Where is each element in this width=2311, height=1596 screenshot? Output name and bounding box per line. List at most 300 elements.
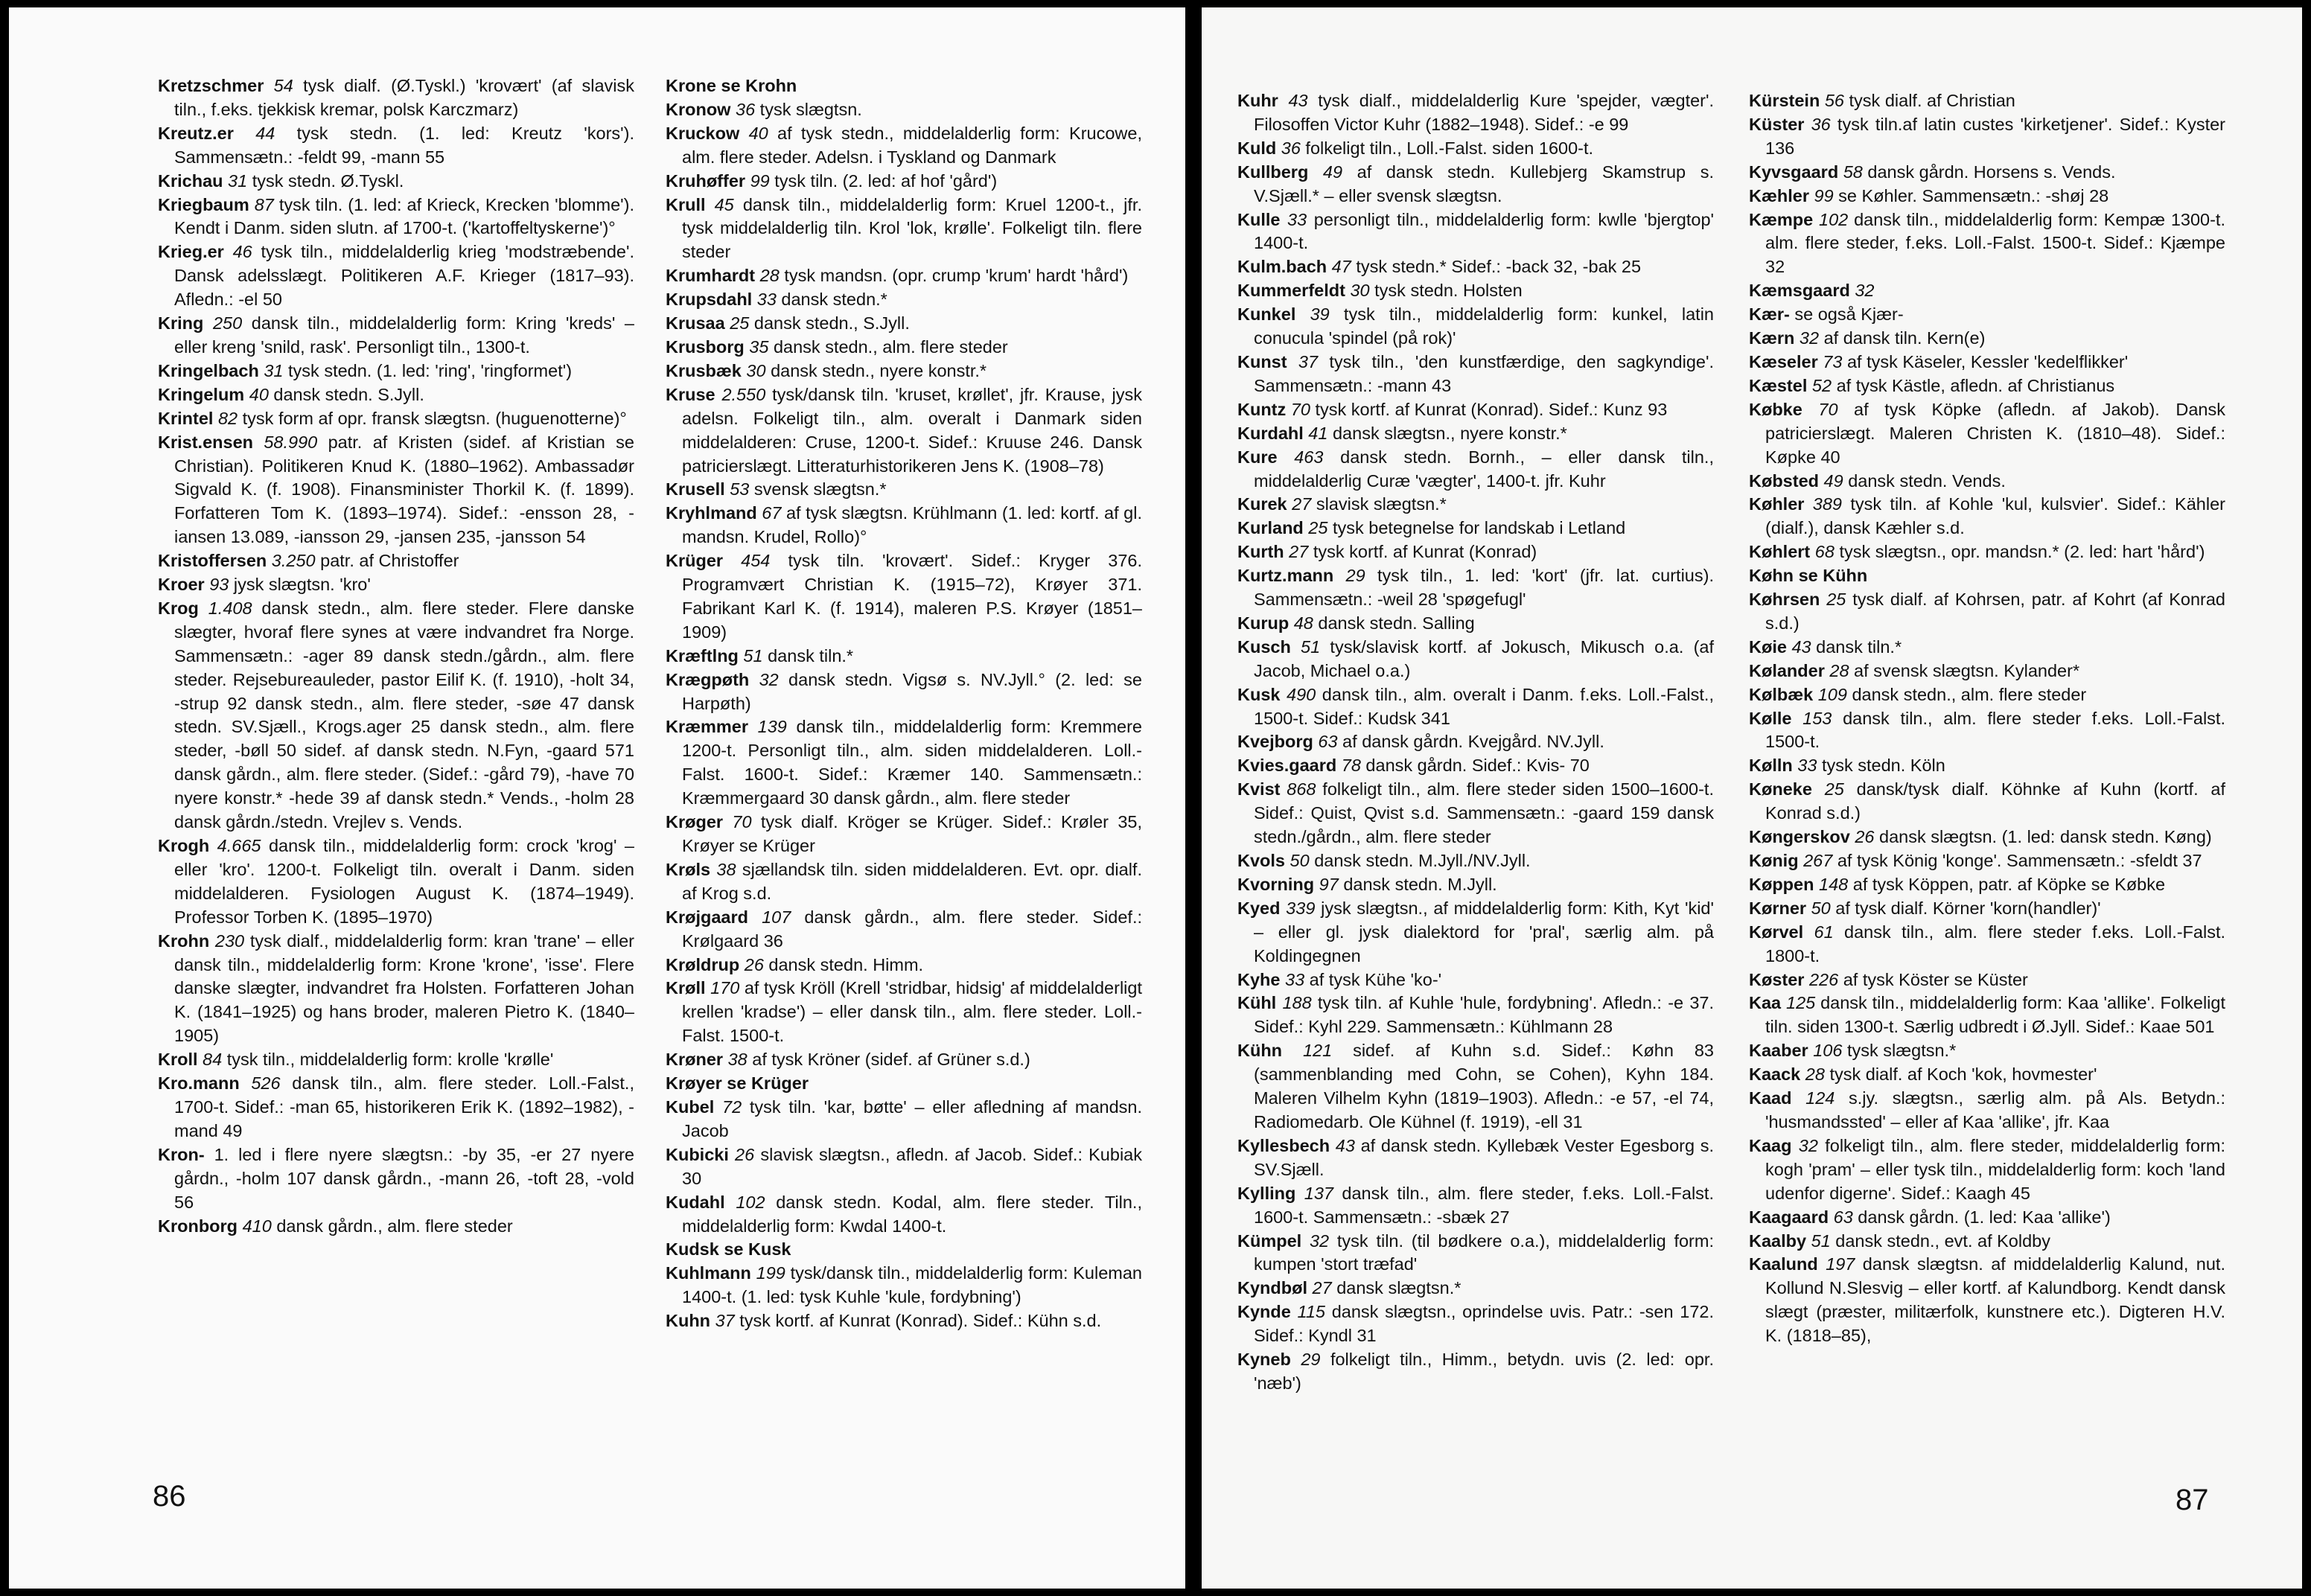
entry-count: 51 xyxy=(738,645,763,665)
entry-headword: Krøger xyxy=(666,812,724,832)
entry-count: 33 xyxy=(1792,756,1817,776)
entry-headword: Kørvel xyxy=(1749,922,1804,942)
entry-definition: se Køhler. Sammensætn.: -shøj 28 xyxy=(1833,185,2109,205)
dictionary-entry xyxy=(1749,921,2225,968)
entry-headword: Kurup xyxy=(1237,613,1290,633)
dictionary-entry xyxy=(1749,849,2225,873)
entry-headword: Krichau xyxy=(158,170,223,191)
left-page-column-1 xyxy=(158,74,634,1238)
entry-headword: Kulle xyxy=(1237,209,1281,229)
entry-definition: jysk slægtsn. 'kro' xyxy=(229,575,371,595)
entry-headword: Kriegbaum xyxy=(158,194,249,214)
entry-definition: tysk stedn. Holsten xyxy=(1369,281,1523,301)
entry-headword: Kræftlng xyxy=(666,645,739,665)
entry-definition: folkeligt tiln., Himm., betydn. uvis (2. led: opr. 'næb') xyxy=(1254,1350,1714,1393)
dictionary-entry xyxy=(158,194,634,241)
entry-headword: Kyllesbech xyxy=(1237,1135,1330,1155)
dictionary-entry xyxy=(1749,564,2225,588)
entry-definition: tysk kortf. af Kunrat (Konrad). Sidef.: Kühn s.d. xyxy=(734,1311,1102,1331)
entry-headword: Kæseler xyxy=(1749,351,1818,371)
entry-definition: af dansk gårdn. Kvejgård. NV.Jyll. xyxy=(1337,732,1604,752)
entry-definition: tysk dialf. (Ø.Tyskl.) 'krovært' (af slavisk tiln., f.eks. tjekkisk kremar, polsk Karczmarz) xyxy=(174,76,635,119)
dictionary-entry xyxy=(1237,778,1714,849)
entry-count: 68 xyxy=(1810,542,1835,562)
entry-headword: Kyndbøl xyxy=(1237,1278,1307,1298)
entry-headword: Kroll xyxy=(158,1050,198,1070)
entry-headword: Kaack xyxy=(1749,1064,1801,1085)
entry-headword: Kvols xyxy=(1237,851,1285,870)
dictionary-entry xyxy=(666,549,1142,645)
entry-definition: dansk stedn. Vends. xyxy=(1843,470,2006,491)
entry-count: 33 xyxy=(1280,969,1305,989)
entry-definition: dansk stedn., alm. flere steder xyxy=(1846,684,2087,704)
entry-count: 153 xyxy=(1791,708,1832,728)
entry-headword: Kølander xyxy=(1749,660,1825,680)
entry-count: 63 xyxy=(1829,1207,1853,1227)
entry-count: 36 xyxy=(1276,138,1301,158)
entry-definition: af tysk Köster se Küster xyxy=(1838,969,2028,989)
entry-headword: Kudsk se Kusk xyxy=(666,1239,791,1260)
entry-headword: Kulm.bach xyxy=(1237,257,1327,277)
entry-headword: Kræmmer xyxy=(666,717,749,737)
entry-count: 868 xyxy=(1280,779,1316,799)
dictionary-entry xyxy=(158,1143,634,1215)
entry-count: 188 xyxy=(1276,993,1312,1013)
entry-definition: af tysk Kröll (Krell 'stridbar, hidsig' af middelalderligt krellen 'kradse') – eller dansk tiln., alm. flere steder. Loll.-Falst. 1500-t. xyxy=(682,978,1142,1046)
entry-definition: dansk tiln., alm. overalt i Danm. f.eks. Loll.-Falst., 1500-t. Sidef.: Kudsk 341 xyxy=(1254,684,1714,728)
entry-definition: af tysk Kröner (sidef. af Grüner s.d.) xyxy=(747,1050,1030,1070)
entry-count: 29 xyxy=(1290,1350,1321,1370)
entry-count: 28 xyxy=(755,266,780,286)
entry-definition: tysk slægtsn., opr. mandsn.* (2. led: hart 'hård') xyxy=(1834,542,2205,562)
entry-headword: Kylling xyxy=(1237,1183,1296,1203)
dictionary-entry xyxy=(158,834,634,930)
entry-definition: dansk gårdn. Sidef.: Kvis- 70 xyxy=(1360,756,1590,776)
entry-definition: tysk dialf., middelalderlig Kure 'spejder, vægter'. Filosoffen Victor Kuhr (1882–1948). Sidef.: -e 99 xyxy=(1254,91,1715,134)
entry-definition: dansk gårdn., alm. flere steder xyxy=(271,1216,513,1236)
dictionary-entry xyxy=(666,98,1142,122)
entry-definition: tysk kortf. af Kunrat (Konrad). Sidef.: Kunz 93 xyxy=(1310,399,1668,419)
entry-count: 109 xyxy=(1813,684,1847,704)
entry-count: 48 xyxy=(1289,613,1313,633)
entry-definition: dansk stedn., evt. af Koldby xyxy=(1830,1230,2050,1251)
entry-count: 70 xyxy=(1802,399,1838,419)
entry-count: 52 xyxy=(1807,375,1832,395)
entry-headword: Krøldrup xyxy=(666,954,740,974)
entry-count: 27 xyxy=(1287,494,1312,514)
page-number: 87 xyxy=(2175,1484,2209,1516)
dictionary-entry xyxy=(1237,564,1714,612)
dictionary-entry xyxy=(1237,446,1714,494)
entry-count: 137 xyxy=(1295,1183,1333,1203)
entry-count: 4.665 xyxy=(209,836,261,855)
dictionary-entry xyxy=(158,360,634,383)
dictionary-entry xyxy=(158,930,634,1049)
entry-headword: Kørner xyxy=(1749,898,1807,918)
dictionary-entry xyxy=(158,74,634,122)
entry-count: 2.550 xyxy=(715,384,766,404)
entry-count: 47 xyxy=(1327,257,1351,277)
entry-count: 99 xyxy=(745,170,770,191)
entry-count: 36 xyxy=(730,99,756,119)
entry-headword: Kretzschmer xyxy=(158,76,264,95)
entry-definition: dansk tiln., alm. flere steder. Loll.-Falst., 1700-t. Sidef.: -man 65, historikeren Erik K. (1892–1982), -mand 49 xyxy=(174,1073,634,1140)
entry-count: 84 xyxy=(197,1050,223,1070)
entry-definition: af dansk tiln. Kern(e) xyxy=(1819,328,1986,348)
entry-definition: dansk tiln., middelalderlig form: Kempæ 1300-t. alm. flere steder, f.eks. Loll.-Falst. 1500-t. Sidef.: Kjæmpe 32 xyxy=(1765,209,2225,277)
entry-headword: Krøjgaard xyxy=(666,907,748,927)
entry-definition: tysk tiln., 'den kunstfærdige, den sagkyndige'. Sammensætn.: -mann 43 xyxy=(1254,351,1714,395)
entry-count: 250 xyxy=(203,313,243,333)
entry-headword: Kurland xyxy=(1237,518,1304,538)
entry-headword: Krog xyxy=(158,598,199,618)
dictionary-entry xyxy=(1237,540,1714,564)
dictionary-entry xyxy=(1237,897,1714,968)
entry-definition: folkeligt tiln., Loll.-Falst. siden 1600-t. xyxy=(1300,138,1594,158)
entry-headword: Kure xyxy=(1237,447,1278,467)
entry-definition: dansk tiln., middelalderlig form: Kruel 1200-t., jfr. tysk middelalderlig tiln. Krol 'lok, krølle'. Folkeligt tiln. flere steder xyxy=(682,194,1142,262)
dictionary-entry xyxy=(666,170,1142,194)
entry-definition: tysk form af opr. fransk slægtsn. (huguenotterne)° xyxy=(238,408,627,428)
entry-headword: Kringelbach xyxy=(158,360,259,380)
entry-definition: dansk stedn. Kodal, alm. flere steder. Tiln., middelalderlig form: Kwdal 1400-t. xyxy=(682,1192,1142,1236)
entry-definition: dansk tiln., middelalderlig form: Kring 'kreds' – eller kreng 'snild, rask'. Personligt tiln., 1300-t. xyxy=(174,313,634,357)
entry-definition: tysk mandsn. (opr. crump 'krum' hardt 'hård') xyxy=(779,266,1129,286)
entry-headword: Krumhardt xyxy=(666,266,756,286)
dictionary-entry xyxy=(666,954,1142,977)
entry-headword: Küster xyxy=(1749,114,1805,134)
dictionary-entry xyxy=(1237,849,1714,873)
dictionary-entry xyxy=(1237,517,1714,540)
entry-headword: Kroer xyxy=(158,575,205,595)
entry-count: 63 xyxy=(1313,732,1338,752)
dictionary-entry xyxy=(666,478,1142,502)
entry-count: 50 xyxy=(1806,898,1831,918)
entry-count: 106 xyxy=(1808,1041,1843,1061)
entry-definition: af svensk slægtsn. Kylander* xyxy=(1849,660,2080,680)
entry-count: 61 xyxy=(1803,922,1834,942)
entry-definition: tysk tiln., middelalderlig krieg 'modstræbende'. Dansk adelsslægt. Politikeren A.F. Krieger (1817–93). Afledn.: -el 50 xyxy=(174,242,634,310)
entry-count: 87 xyxy=(249,194,274,214)
entry-headword: Kyvsgaard xyxy=(1749,162,1839,182)
dictionary-entry xyxy=(1237,683,1714,731)
entry-count: 38 xyxy=(710,859,736,879)
entry-definition: folkeligt tiln., alm. flere steder, middelalderlig form: kogh 'pram' – eller tysk tiln., middelalderlig form: koch 'land udenfor digerne'. Sidef.: Kaagh 45 xyxy=(1765,1135,2225,1203)
dictionary-entry xyxy=(1237,279,1714,303)
entry-count: 463 xyxy=(1277,447,1324,467)
entry-count: 31 xyxy=(258,360,284,380)
entry-count: 25 xyxy=(1811,779,1844,799)
entry-definition: folkeligt tiln., alm. flere steder siden 1500–1600-t. Sidef.: Quist, Qvist s.d. Sammensætn.: -gaard 159 dansk stedn./gårdn., alm. flere steder xyxy=(1254,779,1714,847)
entry-definition: dansk tiln., alm. flere steder, f.eks. Loll.-Falst. 1600-t. Sammensætn.: -sbæk 27 xyxy=(1254,1183,1714,1227)
dictionary-entry xyxy=(1237,730,1714,754)
entry-headword: Krist.ensen xyxy=(158,432,253,452)
entry-headword: Kummerfeldt xyxy=(1237,281,1345,301)
dictionary-entry xyxy=(1237,351,1714,398)
entry-headword: Kullberg xyxy=(1237,162,1309,182)
entry-definition: af tysk slægtsn. Krühlmann (1. led: kortf. af gl. mandsn. Krudel, Rollo)° xyxy=(682,503,1142,547)
entry-definition: af tysk König 'konge'. Sammensætn.: -sfeldt 37 xyxy=(1832,851,2202,870)
entry-definition: personligt tiln., middelalderlig form: kwlle 'bjergtop' 1400-t. xyxy=(1254,209,1715,253)
entry-headword: Kreutz.er xyxy=(158,123,234,143)
entry-headword: Krohn xyxy=(158,931,210,951)
entry-count: 3.250 xyxy=(267,551,316,571)
entry-headword: Kubel xyxy=(666,1097,715,1117)
entry-definition: tysk tiln. 'kar, bøtte' – eller afledning af mandsn. Jacob xyxy=(682,1097,1143,1140)
entry-count: 26 xyxy=(1849,827,1875,847)
entry-count: 37 xyxy=(1287,351,1319,371)
entry-definition: tysk slægtsn. xyxy=(755,99,862,119)
entry-definition: dansk slægtsn. af middelalderlig Kalund, nut. Kollund N.Slesvig – eller kortf. af Kalundborg. Kendt dansk slægt (præster, militærfolk, kunstnere etc.). Digteren H.V. K. (1818–85), xyxy=(1765,1254,2225,1346)
dictionary-entry xyxy=(1749,540,2225,564)
entry-count: 26 xyxy=(739,954,764,974)
entry-count: 102 xyxy=(724,1192,765,1212)
entry-headword: Kaalby xyxy=(1749,1230,1807,1251)
entry-count: 32 xyxy=(1794,328,1820,348)
entry-definition: dansk tiln., middelalderlig form: Kremmere 1200-t. Personligt tiln., alm. siden middelalderen. Loll.-Falst. 1600-t. Sidef.: Kræmer 140. Sammensætn.: Kræmmergaard 30 dansk gårdn., alm. flere steder xyxy=(682,717,1142,808)
entry-definition: tysk betegnelse for landskab i Letland xyxy=(1327,518,1626,538)
entry-headword: Kvist xyxy=(1237,779,1281,799)
entry-count: 27 xyxy=(1307,1278,1332,1298)
entry-definition: dansk slægtsn. (1. led: dansk stedn. Køng) xyxy=(1874,827,2212,847)
entry-count: 51 xyxy=(1290,636,1321,657)
entry-definition: tysk tiln., middelalderlig form: kunkel, latin conucula 'spindel (på rok)' xyxy=(1254,304,1714,348)
entry-headword: Krogh xyxy=(158,836,210,855)
dictionary-entry xyxy=(666,715,1142,811)
dictionary-entry xyxy=(1749,707,2225,755)
entry-count: 170 xyxy=(705,978,740,998)
entry-count: 389 xyxy=(1804,494,1842,514)
entry-definition: tysk tiln., middelalderlig form: krolle 'krølle' xyxy=(222,1050,554,1070)
entry-count: 51 xyxy=(1806,1230,1831,1251)
entry-headword: Krone se Krohn xyxy=(666,76,797,95)
entry-headword: Kønig xyxy=(1749,851,1799,870)
entry-definition: dansk/tysk dialf. Köhnke af Kuhn (kortf. af Konrad s.d.) xyxy=(1765,779,2225,823)
entry-count: 32 xyxy=(749,669,779,689)
dictionary-entry xyxy=(158,122,634,170)
dictionary-entry xyxy=(1749,968,2225,992)
dictionary-entry xyxy=(1237,1039,1714,1134)
entry-headword: Kruckow xyxy=(666,123,740,143)
entry-count: 115 xyxy=(1290,1302,1325,1322)
entry-count: 1.408 xyxy=(198,598,252,618)
dictionary-entry xyxy=(1749,374,2225,398)
dictionary-entry xyxy=(666,1096,1142,1143)
entry-count: 454 xyxy=(723,551,771,571)
dictionary-entry xyxy=(158,383,634,407)
entry-definition: tysk dialf. af Kohrsen, patr. af Kohrt (af Konrad s.d.) xyxy=(1765,590,2225,633)
dictionary-entry xyxy=(666,668,1142,716)
entry-definition: dansk stedn. S.Jyll. xyxy=(268,384,424,404)
dictionary-entry xyxy=(1749,660,2225,683)
entry-count: 49 xyxy=(1819,470,1843,491)
entry-count: 37 xyxy=(710,1311,735,1331)
entry-definition: tysk slægtsn.* xyxy=(1842,1041,1957,1061)
entry-headword: Krusborg xyxy=(666,336,745,357)
entry-count: 30 xyxy=(741,360,766,380)
dictionary-entry xyxy=(158,431,634,550)
entry-count: 139 xyxy=(748,717,787,737)
entry-headword: Kuhn xyxy=(666,1311,711,1331)
entry-headword: Kæstel xyxy=(1749,375,1808,395)
dictionary-entry xyxy=(158,549,634,573)
entry-definition: tysk/dansk tiln., middelalderlig form: Kuleman 1400-t. (1. led: tysk Kuhle 'kule, fordybning') xyxy=(682,1263,1142,1307)
page-number: 86 xyxy=(153,1480,186,1513)
entry-headword: Kusk xyxy=(1237,684,1281,704)
entry-count: 40 xyxy=(244,384,269,404)
entry-definition: af tysk Kühe 'ko-' xyxy=(1304,969,1442,989)
dictionary-entry xyxy=(1749,1134,2225,1206)
entry-count: 526 xyxy=(239,1073,281,1094)
dictionary-entry xyxy=(158,1072,634,1143)
dictionary-entry xyxy=(666,312,1142,336)
entry-headword: Kølbæk xyxy=(1749,684,1814,704)
entry-count: 43 xyxy=(1786,636,1811,657)
entry-definition: tysk tiln.af latin custes 'kirketjener'. Sidef.: Kyster 136 xyxy=(1765,114,2225,158)
entry-definition: dansk stedn. M.Jyll./NV.Jyll. xyxy=(1309,851,1531,870)
entry-definition: tysk tiln. af Kohle 'kul, kulsvier'. Sidef.: Kähler (dialf.), dansk Kæhler s.d. xyxy=(1765,494,2225,538)
entry-headword: Køngerskov xyxy=(1749,827,1850,847)
dictionary-entry xyxy=(666,977,1142,1048)
entry-headword: Krüger xyxy=(666,551,724,571)
dictionary-entry xyxy=(1749,303,2225,327)
entry-definition: tysk tiln. (til bødkere o.a.), middelalderlig form: kumpen 'stort træfad' xyxy=(1254,1230,1714,1274)
entry-definition: 1. led i flere nyere slægtsn.: -by 35, -er 27 nyere gårdn., -holm 107 dansk gårdn., -mann 26, -toft 28, -vold 56 xyxy=(174,1144,634,1212)
entry-headword: Krusbæk xyxy=(666,360,742,380)
entry-definition: dansk tiln.* xyxy=(1811,636,1902,657)
entry-count: 121 xyxy=(1282,1041,1333,1061)
entry-definition: tysk dialf., middelalderlig form: kran 'trane' – eller dansk tiln., middelalderlig form: Krone 'krone', 'isse'. Flere danske slægter, indvandret fra Holsten. Forfatteren Johan K. (1841–1925) og hans broder, maleren Pietro K. (1840–1905) xyxy=(174,931,634,1046)
entry-headword: Kynde xyxy=(1237,1302,1291,1322)
entry-definition: tysk stedn. (1. led: 'ring', 'ringformet') xyxy=(283,360,573,380)
entry-headword: Kærn xyxy=(1749,328,1795,348)
dictionary-entry xyxy=(1237,1300,1714,1348)
entry-count: 35 xyxy=(744,336,769,357)
entry-headword: Kringelum xyxy=(158,384,245,404)
dictionary-entry xyxy=(1237,992,1714,1039)
dictionary-entry xyxy=(1749,992,2225,1039)
entry-count: 41 xyxy=(1303,423,1328,443)
entry-headword: Kurdahl xyxy=(1237,423,1304,443)
entry-definition: af tysk Köpke (afledn. af Jakob). Dansk patricierslægt. Maleren Christen K. (1810–48). Sidef.: Køpke 40 xyxy=(1765,399,2225,467)
entry-headword: Kürstein xyxy=(1749,91,1820,110)
entry-headword: Krintel xyxy=(158,408,214,428)
entry-definition: dansk slægtsn., oprindelse uvis. Patr.: -sen 172. Sidef.: Kyndl 31 xyxy=(1254,1302,1714,1346)
dictionary-entry xyxy=(666,194,1142,265)
entry-definition: jysk slægtsn., af middelalderlig form: Kith, Kyt 'kid' – eller gl. jysk dialektord for 'pral', særlig alm. på Koldingegnen xyxy=(1254,898,1714,965)
entry-headword: Kümpel xyxy=(1237,1230,1302,1251)
dictionary-entry xyxy=(666,1262,1142,1309)
dictionary-entry xyxy=(1749,351,2225,374)
entry-count: 25 xyxy=(1820,590,1846,610)
entry-count: 339 xyxy=(1280,898,1316,918)
dictionary-entry xyxy=(666,906,1142,954)
dictionary-entry xyxy=(1749,1039,2225,1063)
entry-count: 27 xyxy=(1284,542,1309,562)
dictionary-entry xyxy=(1749,1206,2225,1230)
entry-count: 490 xyxy=(1280,684,1316,704)
dictionary-entry xyxy=(1749,636,2225,660)
entry-definition: dansk stedn. Himm. xyxy=(763,954,924,974)
entry-definition: tysk dialf. af Koch 'kok, hovmester' xyxy=(1824,1064,2097,1085)
entry-headword: Kvorning xyxy=(1237,874,1315,894)
entry-count: 230 xyxy=(209,931,245,951)
entry-count: 70 xyxy=(723,812,752,832)
right-page xyxy=(1202,7,2302,1589)
entry-headword: Krusaa xyxy=(666,313,725,333)
entry-count: 72 xyxy=(714,1097,742,1117)
entry-headword: Kronow xyxy=(666,99,731,119)
entry-definition: dansk stedn., alm. flere steder xyxy=(768,336,1008,357)
entry-definition: af dansk stedn. Kullebjerg Skamstrup s. V.Sjæll.* – eller svensk slægtsn. xyxy=(1254,162,1714,205)
entry-count: 45 xyxy=(705,194,734,214)
entry-definition: af dansk stedn. Kyllebæk Vester Egesborg s. SV.Sjæll. xyxy=(1254,1135,1714,1179)
entry-headword: Køie xyxy=(1749,636,1787,657)
entry-count: 56 xyxy=(1820,91,1844,110)
entry-definition: dansk stedn., S.Jyll. xyxy=(749,313,910,333)
dictionary-entry xyxy=(158,1048,634,1072)
entry-definition: dansk stedn.* xyxy=(776,290,887,310)
entry-definition: svensk slægtsn.* xyxy=(749,479,887,499)
entry-headword: Kaaber xyxy=(1749,1041,1808,1061)
dictionary-entry xyxy=(1237,754,1714,778)
dictionary-entry xyxy=(158,312,634,360)
dictionary-entry xyxy=(1749,89,2225,113)
dictionary-entry xyxy=(666,288,1142,312)
entry-definition: patr. af Kristen (sidef. af Kristian se Christian). Politikeren Knud K. (1880–1962). Ambassadør Sigvald K. (f. 1908). Finansminister Thorkil K. (f. 1899). Forfatteren Tom K. (1893–1974). Sidef.: -ensson 28, -iansen 13.089, -iansson 29, -jansen 235, -jansson 54 xyxy=(174,432,635,547)
entry-definition: tysk stedn. (1. led: Kreutz 'kors'). Sammensætn.: -feldt 99, -mann 55 xyxy=(174,123,634,167)
entry-definition: tysk tiln. (2. led: af hof 'gård') xyxy=(769,170,998,191)
entry-headword: Køhler xyxy=(1749,494,1805,514)
entry-count: 53 xyxy=(724,479,750,499)
entry-headword: Krupsdahl xyxy=(666,290,753,310)
entry-headword: Krull xyxy=(666,194,706,214)
dictionary-entry xyxy=(158,240,634,312)
entry-count: 148 xyxy=(1814,874,1849,894)
entry-count: 28 xyxy=(1824,660,1849,680)
dictionary-entry xyxy=(1749,185,2225,208)
dictionary-entry xyxy=(1749,754,2225,778)
entry-headword: Kyed xyxy=(1237,898,1281,918)
dictionary-entry xyxy=(1237,1230,1714,1277)
entry-headword: Kaag xyxy=(1749,1135,1792,1155)
entry-definition: dansk gårdn., alm. flere steder. Sidef.: Krølgaard 36 xyxy=(682,907,1142,951)
entry-headword: Kuhr xyxy=(1237,91,1278,110)
entry-definition: tysk/dansk tiln. 'kruset, krøllet', jfr. Krause, jysk adelsn. Folkeligt tiln., alm. overalt i Danmark siden middelalderen: Cruse, 1200-t. Sidef.: Kruuse 246. Dansk patricierslægt. Litteraturhistorikeren Jens K. (1908–78) xyxy=(682,384,1142,476)
entry-headword: Krusell xyxy=(666,479,725,499)
entry-count: 107 xyxy=(748,907,791,927)
entry-count: 32 xyxy=(1791,1135,1818,1155)
dictionary-entry xyxy=(1749,873,2225,897)
entry-count: 25 xyxy=(724,313,750,333)
entry-headword: Kruse xyxy=(666,384,715,404)
entry-headword: Køhlert xyxy=(1749,542,1811,562)
entry-definition: sjællandsk tiln. siden middelalderen. Evt. opr. dialf. af Krog s.d. xyxy=(682,859,1142,903)
entry-count: 54 xyxy=(264,76,293,95)
dictionary-entry xyxy=(1237,612,1714,636)
entry-headword: Kæhler xyxy=(1749,185,1809,205)
entry-definition: af tysk Käseler, Kessler 'kedelflikker' xyxy=(1842,351,2129,371)
entry-definition: tysk tiln. 'krovært'. Sidef.: Kryger 376. Programvært Christian K. (1915–72), Krøyer 371. Fabrikant Karl K. (f. 1914), maleren P.S. Krøyer (1851–1909) xyxy=(682,551,1142,642)
dictionary-entry xyxy=(666,1143,1142,1191)
entry-count: 33 xyxy=(752,290,777,310)
entry-definition: dansk slægtsn., nyere konstr.* xyxy=(1327,423,1567,443)
entry-headword: Kuntz xyxy=(1237,399,1287,419)
dictionary-entry xyxy=(1749,1230,2225,1254)
dictionary-entry xyxy=(1237,1182,1714,1230)
dictionary-entry xyxy=(666,645,1142,668)
entry-headword: Kæmpe xyxy=(1749,209,1814,229)
